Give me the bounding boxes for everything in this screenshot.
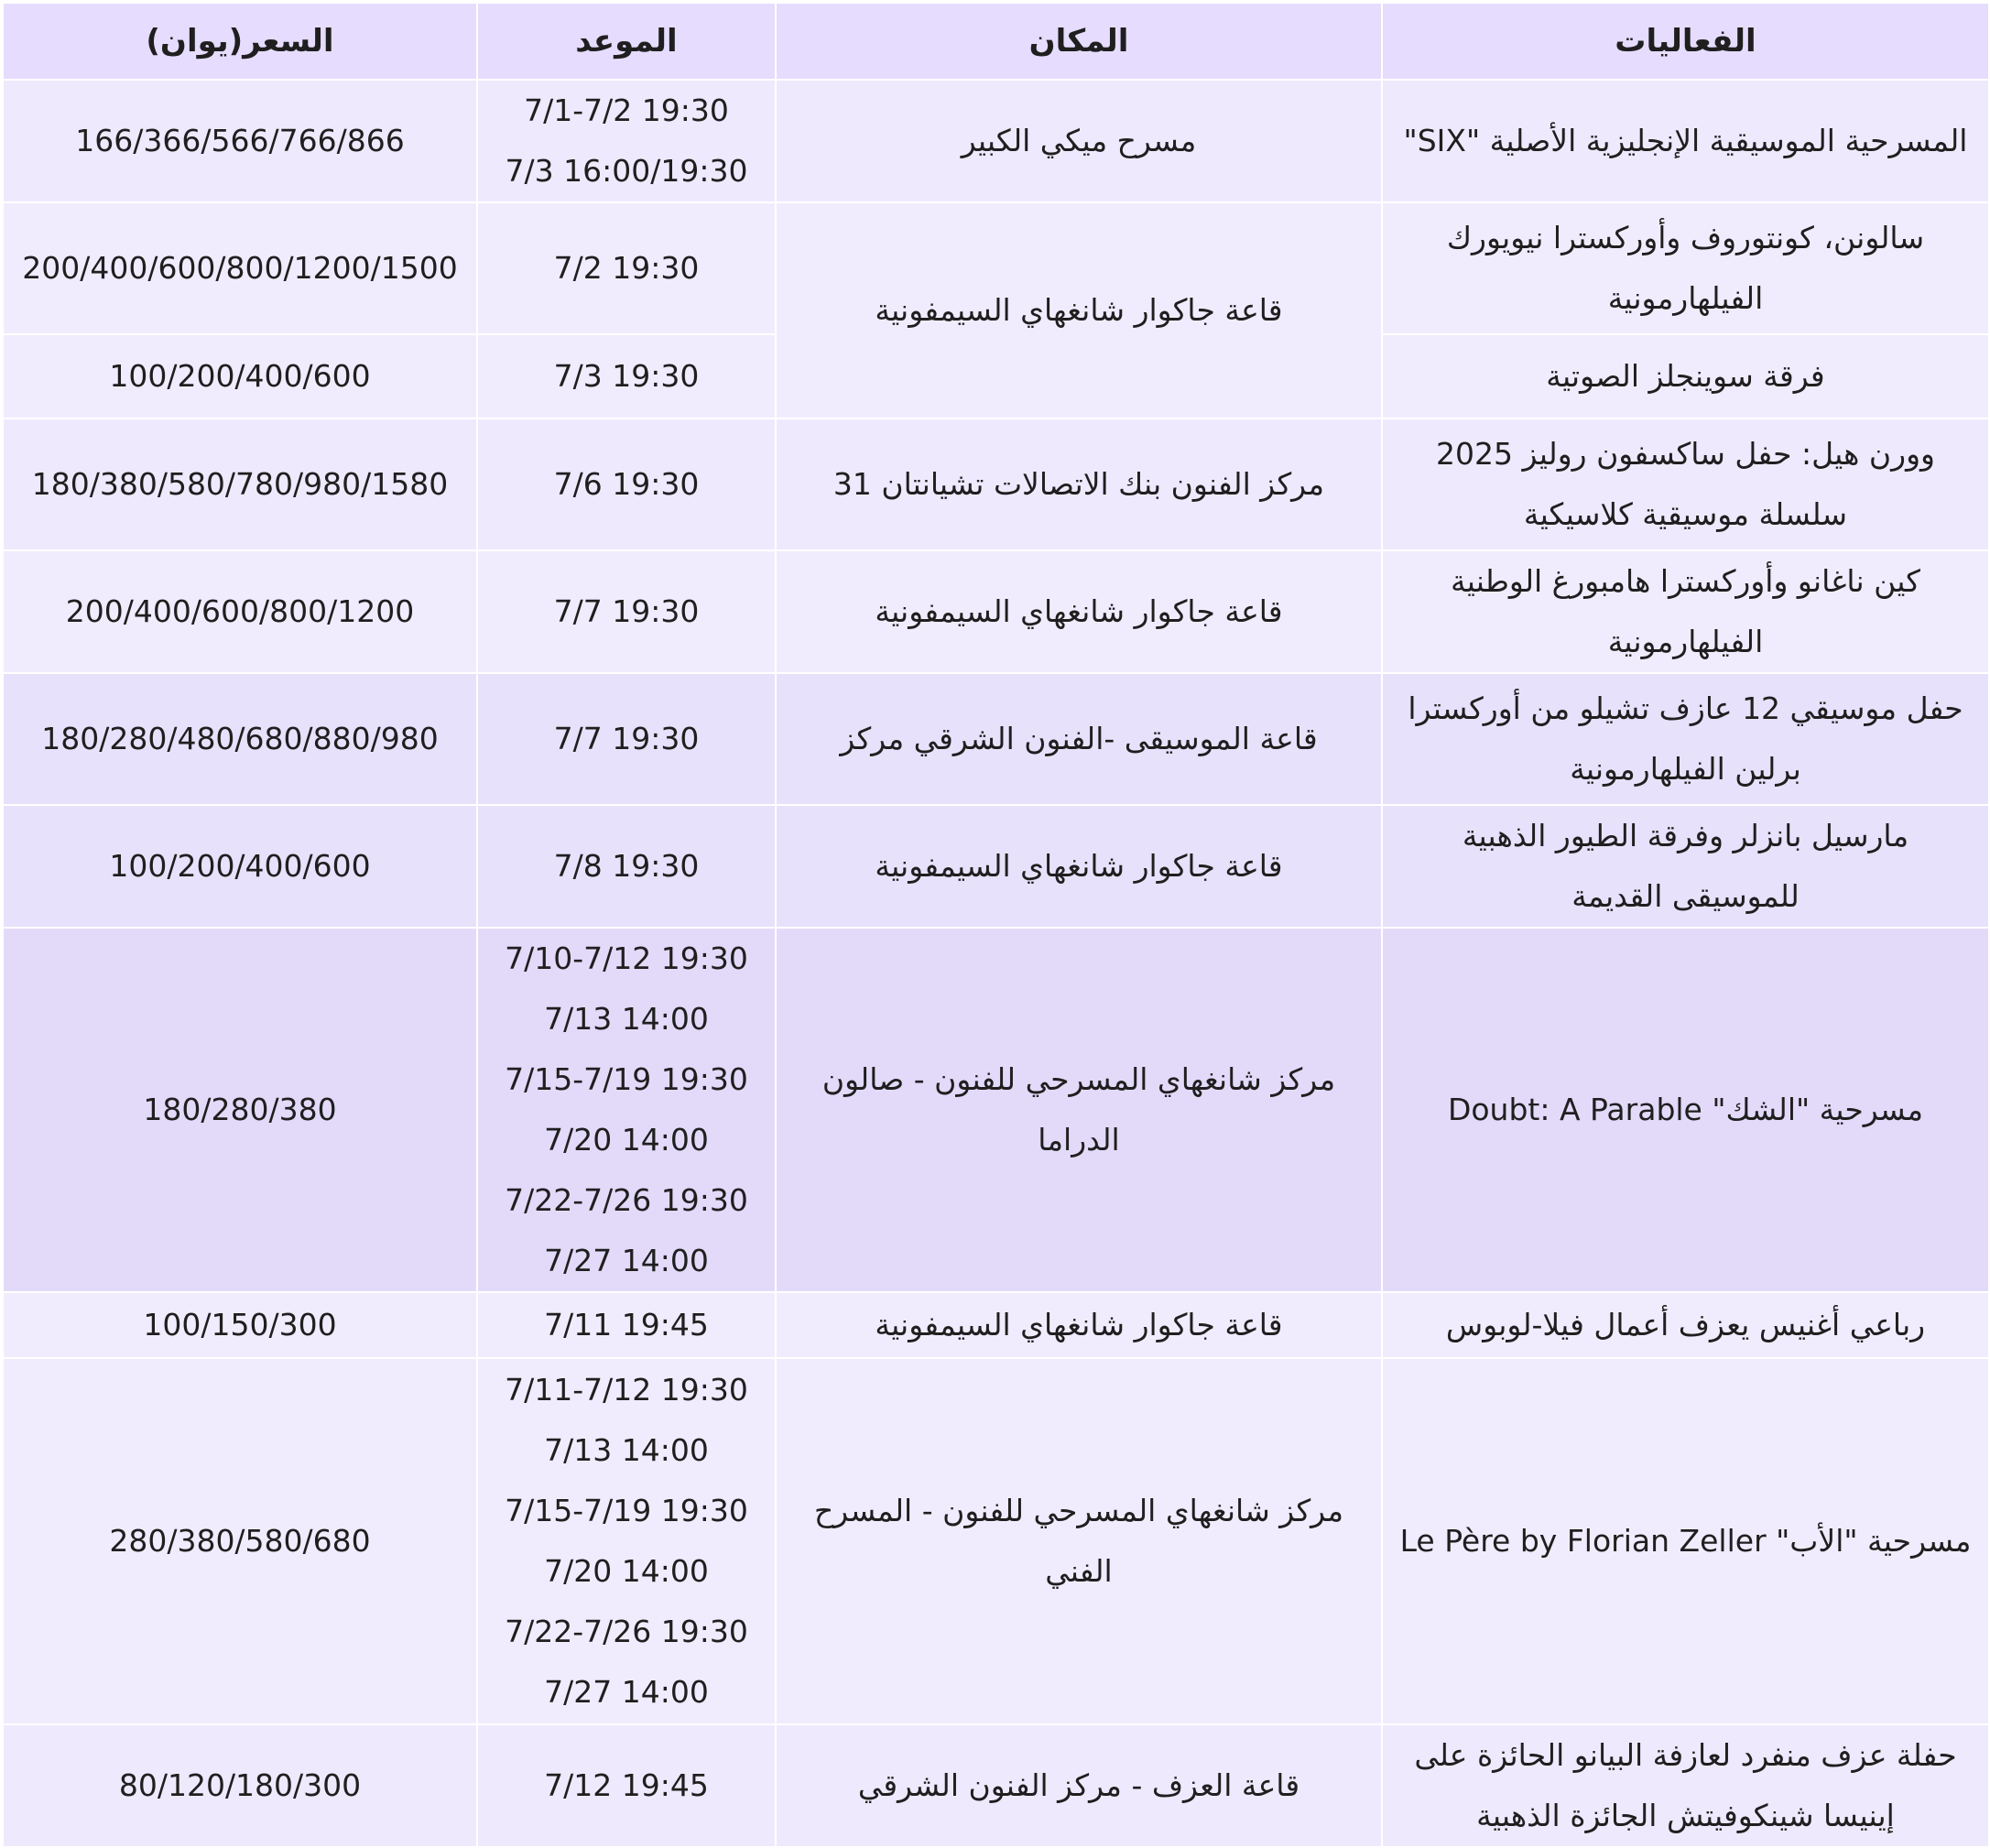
event-cell: حفلة عزف منفرد لعازفة البيانو الحائزة على إينيسا شينكوفيتش الجائزة الذهبية bbox=[1382, 1724, 1989, 1847]
price-cell: 180/280/480/680/880/980 bbox=[3, 673, 477, 805]
event-cell: كين ناغانو وأوركسترا هامبورغ الوطنية الفيلهارمونية bbox=[1382, 550, 1989, 673]
table-row bbox=[3, 419, 1989, 550]
venue-cell: مسرح ميكي الكبير bbox=[776, 80, 1382, 202]
price-cell: 280/380/580/680 bbox=[3, 1358, 477, 1724]
venue-cell: قاعة الموسيقى -الفنون الشرقي مركز bbox=[776, 673, 1382, 805]
price-cell: 100/200/400/600 bbox=[3, 805, 477, 928]
table-row bbox=[3, 928, 1989, 1292]
price-cell: 166/366/566/766/866 bbox=[3, 80, 477, 202]
table-row bbox=[3, 1292, 1989, 1358]
header-date: الموعد bbox=[477, 3, 776, 80]
header-price: السعر(يوان) bbox=[3, 3, 477, 80]
price-cell: 80/120/180/300 bbox=[3, 1724, 477, 1847]
header-row bbox=[3, 3, 1989, 80]
event-cell: فرقة سوينجلز الصوتية bbox=[1382, 334, 1989, 419]
table-row bbox=[3, 550, 1989, 673]
header-event: الفعاليات bbox=[1382, 3, 1989, 80]
venue-cell: قاعة جاكوار شانغهاي السيمفونية bbox=[776, 805, 1382, 928]
event-cell: المسرحية الموسيقية الإنجليزية الأصلية "SIX" bbox=[1382, 80, 1989, 202]
table-row bbox=[3, 673, 1989, 805]
date-cell: 7/11-7/12 19:30 7/13 14:00 7/15-7/19 19:30 7/20 14:00 7/22-7/26 19:30 7/27 14:00 bbox=[477, 1358, 776, 1724]
event-cell: رباعي أغنيس يعزف أعمال فيلا-لوبوس bbox=[1382, 1292, 1989, 1358]
table-row bbox=[3, 805, 1989, 928]
events-table bbox=[2, 2, 1990, 1848]
date-cell: 7/12 19:45 bbox=[477, 1724, 776, 1847]
price-cell: 180/380/580/780/980/1580 bbox=[3, 419, 477, 550]
event-cell: مارسيل بانزلر وفرقة الطيور الذهبية للموسيقى القديمة bbox=[1382, 805, 1989, 928]
event-cell: مسرحية "الشك" Doubt: A Parable bbox=[1382, 928, 1989, 1292]
table-row bbox=[3, 1358, 1989, 1724]
date-cell: 7/10-7/12 19:30 7/13 14:00 7/15-7/19 19:30 7/20 14:00 7/22-7/26 19:30 7/27 14:00 bbox=[477, 928, 776, 1292]
price-cell: 180/280/380 bbox=[3, 928, 477, 1292]
date-cell: 7/2 19:30 bbox=[477, 202, 776, 334]
header-venue: المكان bbox=[776, 3, 1382, 80]
price-cell: 200/400/600/800/1200/1500 bbox=[3, 202, 477, 334]
table-row bbox=[3, 80, 1989, 202]
venue-cell: مركز شانغهاي المسرحي للفنون - المسرح الفني bbox=[776, 1358, 1382, 1724]
price-cell: 100/150/300 bbox=[3, 1292, 477, 1358]
price-cell: 200/400/600/800/1200 bbox=[3, 550, 477, 673]
table-row bbox=[3, 1724, 1989, 1847]
event-cell: وورن هيل: حفل ساكسفون روليز 2025 سلسلة موسيقية كلاسيكية bbox=[1382, 419, 1989, 550]
date-cell: 7/8 19:30 bbox=[477, 805, 776, 928]
date-cell: 7/7 19:30 bbox=[477, 673, 776, 805]
price-cell: 100/200/400/600 bbox=[3, 334, 477, 419]
venue-cell: قاعة جاكوار شانغهاي السيمفونية bbox=[776, 1292, 1382, 1358]
venue-cell: مركز الفنون بنك الاتصالات تشيانتان 31 bbox=[776, 419, 1382, 550]
date-cell: 7/11 19:45 bbox=[477, 1292, 776, 1358]
date-cell: 7/3 19:30 bbox=[477, 334, 776, 419]
event-cell: حفل موسيقي 12 عازف تشيلو من أوركسترا برلين الفيلهارمونية bbox=[1382, 673, 1989, 805]
venue-cell: قاعة جاكوار شانغهاي السيمفونية bbox=[776, 202, 1382, 419]
date-cell: 7/7 19:30 bbox=[477, 550, 776, 673]
date-cell: 7/6 19:30 bbox=[477, 419, 776, 550]
event-cell: سالونن، كونتوروف وأوركسترا نيويورك الفيلهارمونية bbox=[1382, 202, 1989, 334]
table-row bbox=[3, 202, 1989, 334]
event-cell: مسرحية "الأب" Le Père by Florian Zeller bbox=[1382, 1358, 1989, 1724]
date-cell: 7/1-7/2 19:30 7/3 16:00/19:30 bbox=[477, 80, 776, 202]
venue-cell: مركز شانغهاي المسرحي للفنون - صالون الدراما bbox=[776, 928, 1382, 1292]
venue-cell: قاعة العزف - مركز الفنون الشرقي bbox=[776, 1724, 1382, 1847]
venue-cell: قاعة جاكوار شانغهاي السيمفونية bbox=[776, 550, 1382, 673]
